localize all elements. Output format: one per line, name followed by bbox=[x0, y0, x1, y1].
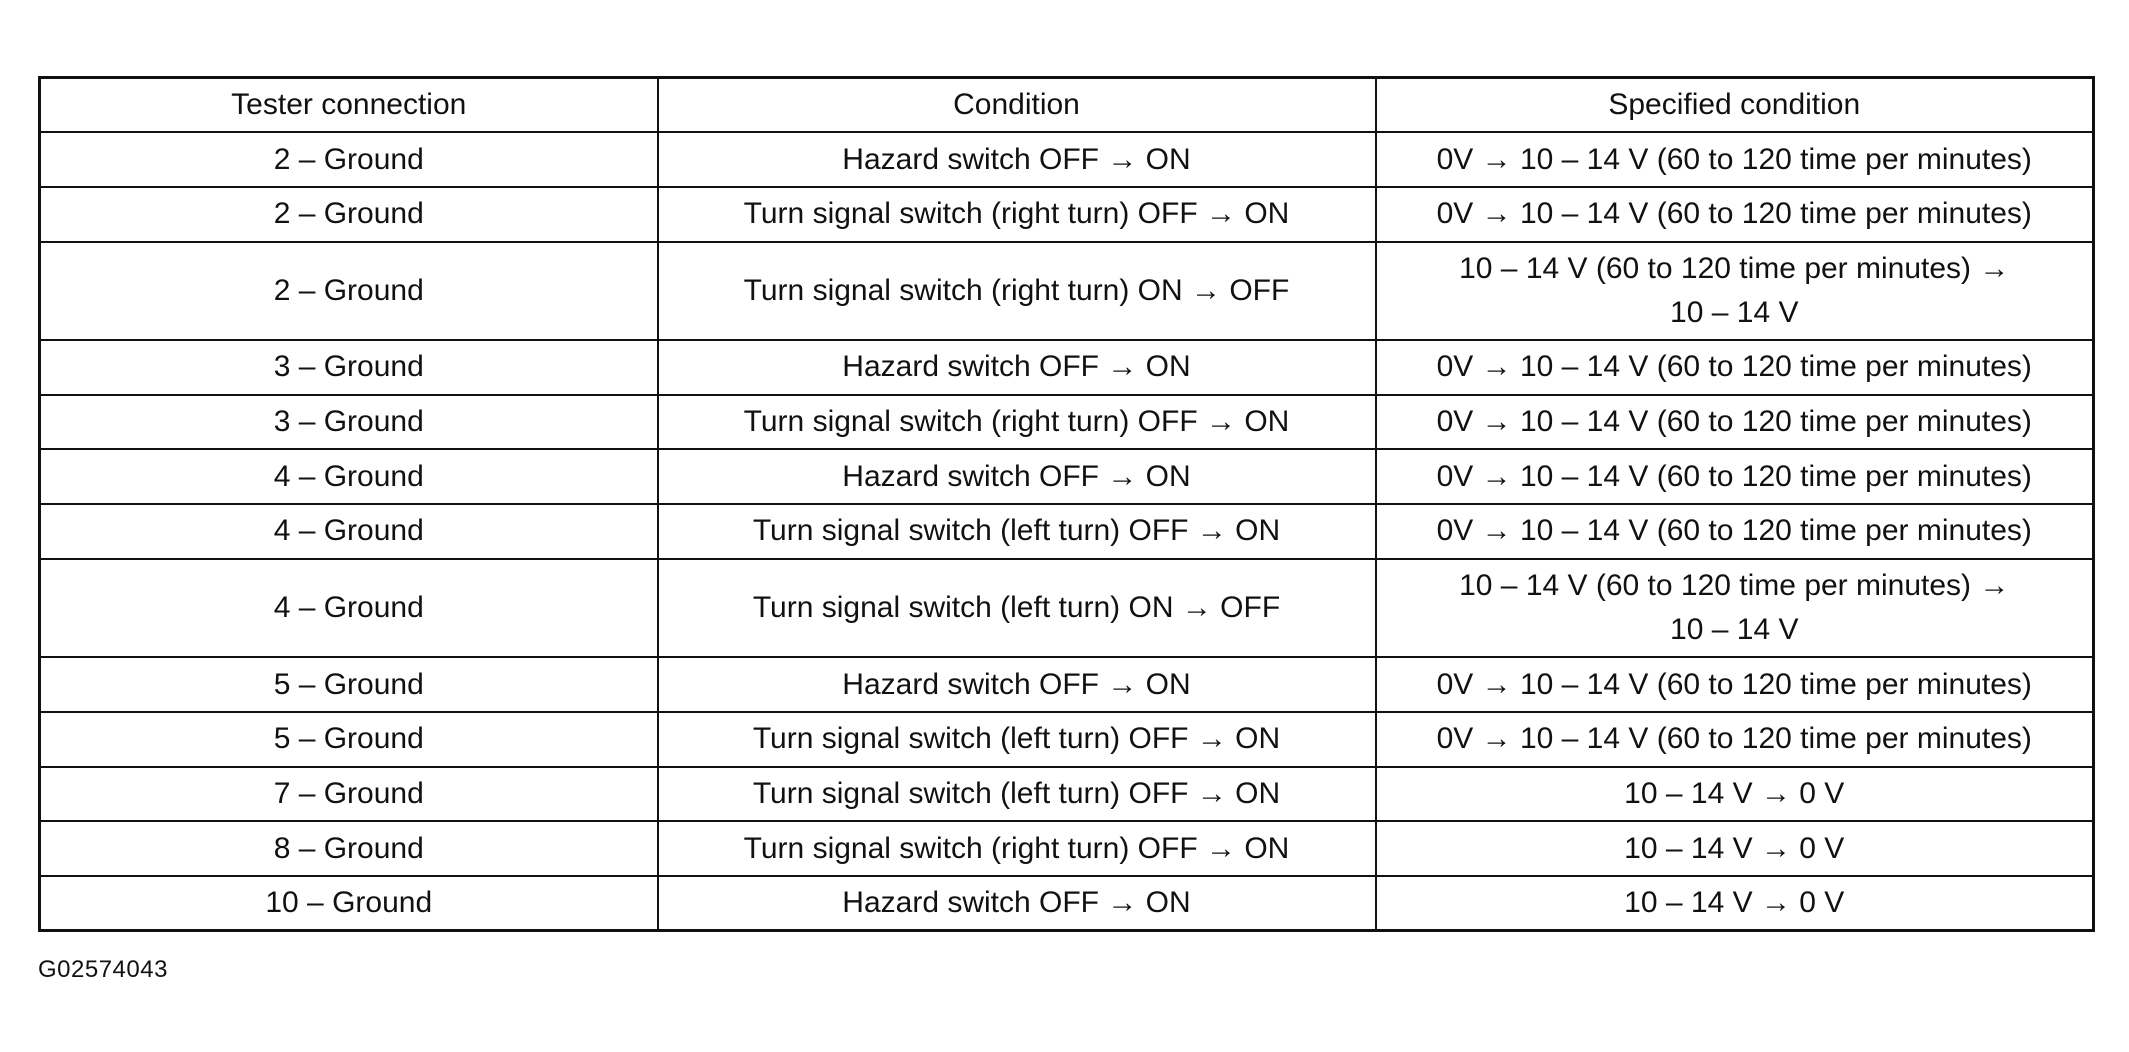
header-specified-condition: Specified condition bbox=[1376, 78, 2094, 133]
specified-condition-cell bbox=[1376, 504, 2094, 559]
tester-connection-cell: 2 – Ground bbox=[40, 132, 658, 187]
specified-condition-cell bbox=[1376, 559, 2094, 658]
table-row bbox=[40, 132, 2094, 187]
table-row bbox=[40, 712, 2094, 767]
specification-table bbox=[38, 76, 2095, 932]
specified-condition-text: 0V → 10 – 14 V (60 to 120 time per minutes) bbox=[1436, 197, 2032, 231]
condition-cell: Turn signal switch (right turn) OFF → ON bbox=[658, 821, 1376, 876]
tester-connection-cell: 5 – Ground bbox=[40, 657, 658, 712]
specified-condition-cell bbox=[1376, 767, 2094, 822]
specified-condition-text: 10 – 14 V → 0 V bbox=[1624, 831, 1845, 865]
condition-cell: Hazard switch OFF → ON bbox=[658, 340, 1376, 395]
tester-connection-cell: 2 – Ground bbox=[40, 187, 658, 242]
specified-condition-cell bbox=[1376, 395, 2094, 450]
condition-cell: Hazard switch OFF → ON bbox=[658, 132, 1376, 187]
condition-cell: Hazard switch OFF → ON bbox=[658, 657, 1376, 712]
table-row bbox=[40, 767, 2094, 822]
tester-connection-cell: 4 – Ground bbox=[40, 449, 658, 504]
table-row bbox=[40, 657, 2094, 712]
specified-condition-cell bbox=[1376, 821, 2094, 876]
specified-condition-text: 0V → 10 – 14 V (60 to 120 time per minutes) bbox=[1436, 514, 2032, 548]
specified-condition-cell bbox=[1376, 132, 2094, 187]
tester-connection-cell: 5 – Ground bbox=[40, 712, 658, 767]
figure-id: G02574043 bbox=[38, 956, 168, 983]
specified-condition-cell bbox=[1376, 187, 2094, 242]
specified-condition-cell bbox=[1376, 340, 2094, 395]
condition-cell: Turn signal switch (right turn) OFF → ON bbox=[658, 187, 1376, 242]
table-row bbox=[40, 876, 2094, 931]
header-tester-connection: Tester connection bbox=[40, 78, 658, 133]
specified-condition-text: 0V → 10 – 14 V (60 to 120 time per minutes) bbox=[1436, 405, 2032, 439]
specified-condition-line: 10 – 14 V bbox=[1670, 295, 1799, 329]
specified-condition-line: 10 – 14 V (60 to 120 time per minutes) → bbox=[1459, 251, 2010, 285]
specified-condition-text: 0V → 10 – 14 V (60 to 120 time per minutes) bbox=[1436, 459, 2032, 493]
specified-condition-text: 0V → 10 – 14 V (60 to 120 time per minutes) bbox=[1436, 722, 2032, 756]
specified-condition-line: 10 – 14 V (60 to 120 time per minutes) → bbox=[1459, 569, 2010, 603]
specified-condition-text: 0V → 10 – 14 V (60 to 120 time per minutes) bbox=[1436, 667, 2032, 701]
condition-cell: Turn signal switch (left turn) OFF → ON bbox=[658, 712, 1376, 767]
specified-condition-text: 0V → 10 – 14 V (60 to 120 time per minutes) bbox=[1436, 142, 2032, 176]
specified-condition-cell bbox=[1376, 876, 2094, 931]
table-header-row bbox=[40, 78, 2094, 133]
tester-connection-cell: 3 – Ground bbox=[40, 395, 658, 450]
table-row bbox=[40, 559, 2094, 658]
tester-connection-cell: 8 – Ground bbox=[40, 821, 658, 876]
condition-cell: Turn signal switch (left turn) ON → OFF bbox=[658, 559, 1376, 658]
tester-connection-cell: 7 – Ground bbox=[40, 767, 658, 822]
condition-cell: Turn signal switch (left turn) OFF → ON bbox=[658, 504, 1376, 559]
condition-cell: Hazard switch OFF → ON bbox=[658, 876, 1376, 931]
table-row bbox=[40, 187, 2094, 242]
specified-condition-line: 10 – 14 V bbox=[1670, 613, 1799, 647]
specified-condition-text: 0V → 10 – 14 V (60 to 120 time per minutes) bbox=[1436, 350, 2032, 384]
tester-connection-cell: 2 – Ground bbox=[40, 242, 658, 341]
header-condition: Condition bbox=[658, 78, 1376, 133]
tester-connection-cell: 4 – Ground bbox=[40, 504, 658, 559]
table-row bbox=[40, 449, 2094, 504]
table-row bbox=[40, 395, 2094, 450]
specified-condition-cell bbox=[1376, 657, 2094, 712]
specified-condition-text: 10 – 14 V → 0 V bbox=[1624, 886, 1845, 920]
condition-cell: Turn signal switch (right turn) OFF → ON bbox=[658, 395, 1376, 450]
tester-connection-cell: 3 – Ground bbox=[40, 340, 658, 395]
specified-condition-cell bbox=[1376, 712, 2094, 767]
condition-cell: Hazard switch OFF → ON bbox=[658, 449, 1376, 504]
table-row bbox=[40, 504, 2094, 559]
specified-condition-cell bbox=[1376, 242, 2094, 341]
specified-condition-text: 10 – 14 V → 0 V bbox=[1624, 777, 1845, 811]
condition-cell: Turn signal switch (left turn) OFF → ON bbox=[658, 767, 1376, 822]
tester-connection-cell: 4 – Ground bbox=[40, 559, 658, 658]
table-row bbox=[40, 242, 2094, 341]
table-row bbox=[40, 821, 2094, 876]
condition-cell: Turn signal switch (right turn) ON → OFF bbox=[658, 242, 1376, 341]
table-row bbox=[40, 340, 2094, 395]
specified-condition-cell bbox=[1376, 449, 2094, 504]
tester-connection-cell: 10 – Ground bbox=[40, 876, 658, 931]
